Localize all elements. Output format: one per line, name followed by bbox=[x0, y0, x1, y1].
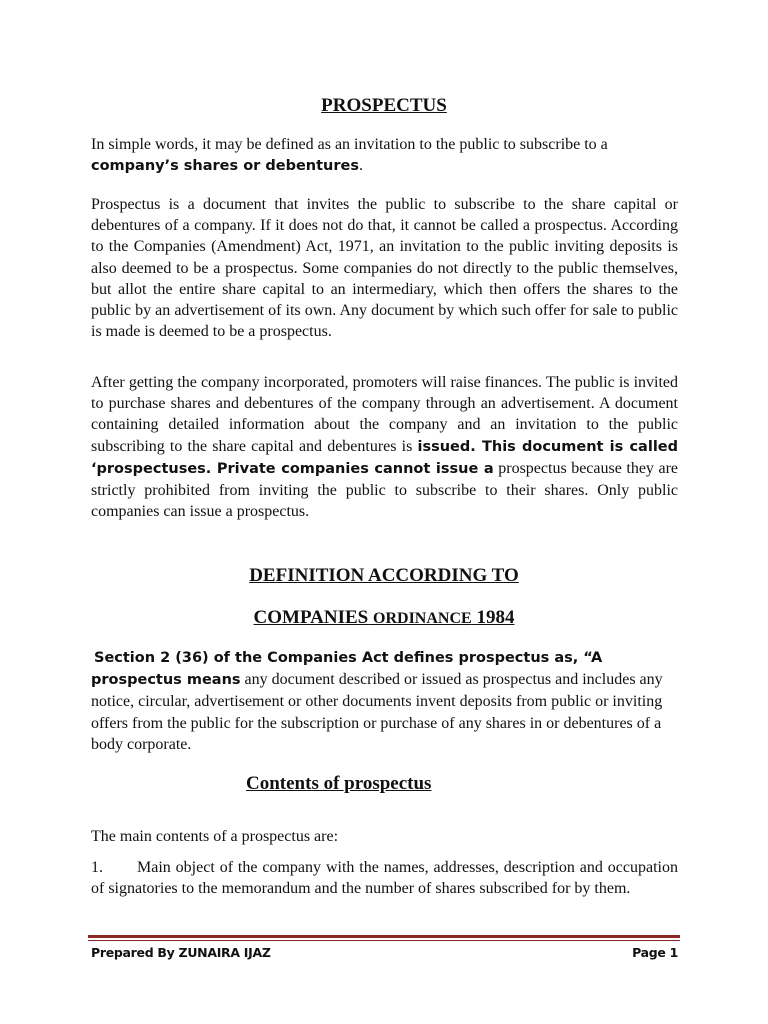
paragraph-section bbox=[91, 647, 678, 755]
intro-end: . bbox=[358, 157, 363, 175]
section-text: any document described or issued as prospectus and includes any notice, circular, advertisement or other documents invent deposits from public or inviting offers from the public for the subscription or purchase of any shares in or debentures of a body corporate bbox=[91, 671, 663, 753]
item-number: 1. bbox=[91, 859, 103, 876]
footer-rule bbox=[88, 935, 680, 938]
paragraph-definition: Prospectus is a document that invites the public to subscribe to the share capital or debentures of a company. If it does not do that, it cannot be called a prospectus. According to the Companies (Amendment) Act, 1971, an invitation to the public inviting deposits is also deemed to be a prospectus. Some companies do not directly to the public themselves, but allot the entire share capital to an intermediary, which then offers the shares to the public by an advertisement of its own. Any document by which such offer for sale to public is made is deemed to be a prospectus. bbox=[91, 196, 678, 341]
intro-text: In simple words, it may be defined as an invitation to the public to subscribe to a bbox=[91, 136, 608, 153]
heading-companies-ordinance bbox=[0, 607, 768, 629]
footer-prepared-by: Prepared By ZUNAIRA IJAZ bbox=[91, 945, 271, 960]
heading-contents: Contents of prospectus bbox=[246, 773, 432, 794]
para2-text: After getting the company incorporated, promoters will raise finances. The public is invited to purchase shares and debentures of the company through an advertisement. A document containing detailed information about the company and an invitation to the public subscribing to the share capital and debentures is bbox=[91, 374, 678, 455]
footer-rule-thin bbox=[88, 940, 680, 941]
intro-paragraph bbox=[91, 134, 678, 177]
heading-year: 1984 bbox=[476, 607, 515, 628]
section-bold-text: Section 2 (36) of the Companies Act defines prospectus as, “A prospectus means bbox=[91, 650, 603, 689]
item-text: Main object of the company with the names, addresses, description and occupation of signatories to the memorandum and the number of shares subscribed for by them. bbox=[91, 859, 678, 898]
heading-ordinance: ORDINANCE bbox=[373, 610, 472, 627]
para2-end: prospectus because they are strictly prohibited from inviting the public to subscribe to their shares. Only public companies can issue a prospectus. bbox=[91, 459, 679, 521]
list-item bbox=[91, 857, 678, 899]
contents-intro: The main contents of a prospectus are: bbox=[91, 828, 339, 845]
heading-definition: DEFINITION ACCORDING TO bbox=[249, 565, 519, 586]
para2-bold-text: issued. This document is called ‘prospectuses. Private companies cannot issue a bbox=[91, 438, 678, 477]
section-end: . bbox=[187, 735, 192, 753]
paragraph-incorporation bbox=[91, 372, 678, 522]
footer-page-number: Page 1 bbox=[632, 945, 678, 960]
heading-companies: COMPANIES bbox=[253, 607, 369, 628]
intro-bold-text: company’s shares or debentures bbox=[91, 158, 359, 175]
document-title: PROSPECTUS bbox=[321, 95, 447, 116]
